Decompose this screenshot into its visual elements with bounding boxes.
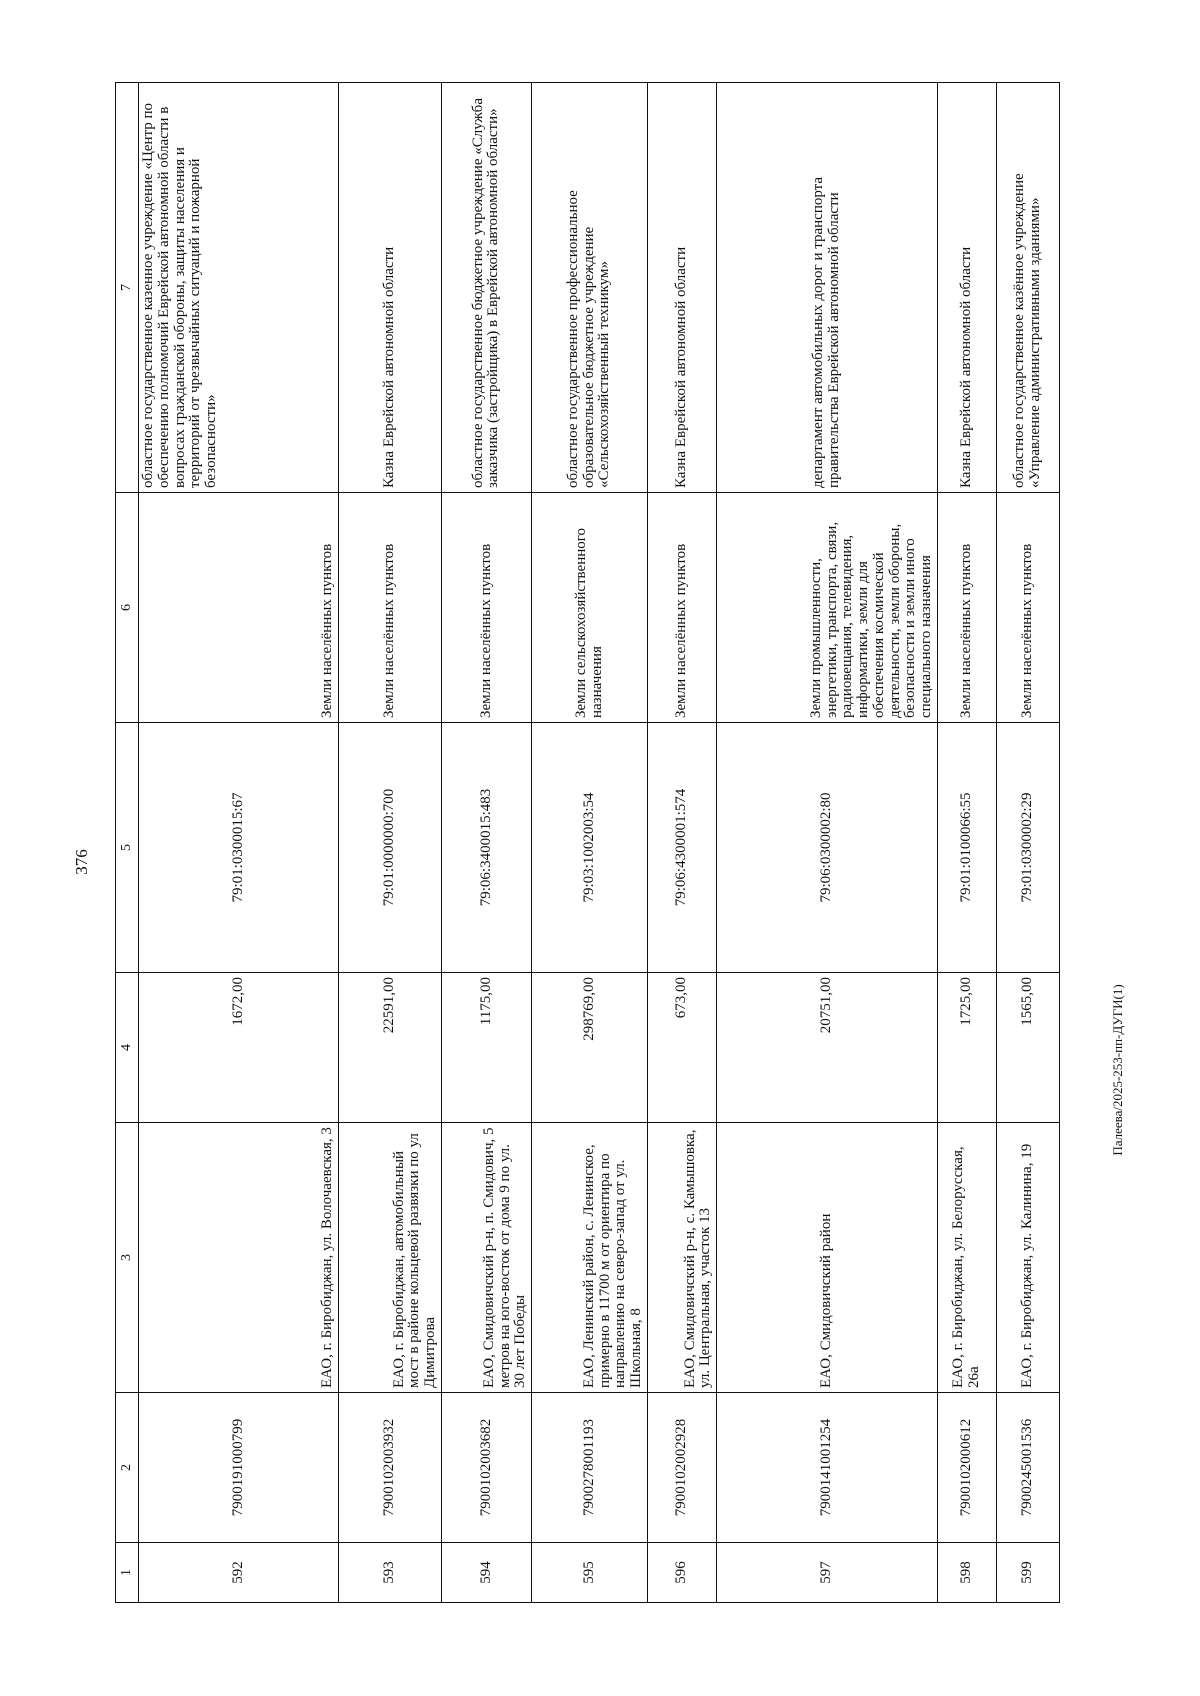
registry-code: 7900278001193: [532, 1393, 648, 1543]
registry-code: 7900102002928: [647, 1393, 716, 1543]
cadastral-number: 79:01:0000000:700: [338, 723, 441, 973]
cadastral-number: 79:06:4300001:574: [647, 723, 716, 973]
area: 20751,00: [717, 973, 938, 1123]
land-category: Земли населённых пунктов: [441, 493, 531, 723]
rights-holder: Казна Еврейской автономной области: [937, 83, 996, 493]
address: ЕАО, г. Биробиджан, ул. Калинина, 19: [996, 1123, 1059, 1393]
row-number: 596: [647, 1543, 716, 1603]
col-header-3: 3: [116, 1123, 139, 1393]
area: 298769,00: [532, 973, 648, 1123]
address: ЕАО, Смидовичский р-н, п. Смидович, 5 метров на юго-восток от дома 9 по ул. 30 лет Победы: [441, 1123, 531, 1393]
land-category: Земли сельскохозяйственного назначения: [532, 493, 648, 723]
address: ЕАО, г. Биробиджан, ул. Волочаевская, 3: [139, 1123, 339, 1393]
registry-code: 7900102000612: [937, 1393, 996, 1543]
row-number: 594: [441, 1543, 531, 1603]
address: ЕАО, Смидовичский р-н, с. Камышовка, ул. Центральная, участок 13: [647, 1123, 716, 1393]
col-header-2: 2: [116, 1393, 139, 1543]
header-row: [116, 83, 139, 1603]
area: 673,00: [647, 973, 716, 1123]
col-header-1: 1: [116, 1543, 139, 1603]
area: 1175,00: [441, 973, 531, 1123]
col-header-6: 6: [116, 493, 139, 723]
land-category: Земли населённых пунктов: [139, 493, 339, 723]
registry-code: 7900102003682: [441, 1393, 531, 1543]
table-row: [338, 83, 441, 1603]
table-row: [647, 83, 716, 1603]
col-header-4: 4: [116, 973, 139, 1123]
row-number: 597: [717, 1543, 938, 1603]
area: 1565,00: [996, 973, 1059, 1123]
page-number: 376: [72, 849, 91, 875]
cadastral-number: 79:06:0300002:80: [717, 723, 938, 973]
table-row: [717, 83, 938, 1603]
registry-table-container: [115, 83, 1060, 1603]
rights-holder: Казна Еврейской автономной области: [647, 83, 716, 493]
land-category: Земли населённых пунктов: [647, 493, 716, 723]
table-row: [996, 83, 1059, 1603]
cadastral-number: 79:03:1002003:54: [532, 723, 648, 973]
footer-reference: Палеева/2025-253-пп-ДУГИ(1): [1110, 984, 1125, 1156]
address: ЕАО, г. Биробиджан, ул. Белорусская, 26а: [937, 1123, 996, 1393]
table-row: [441, 83, 531, 1603]
area: 1672,00: [139, 973, 339, 1123]
col-header-5: 5: [116, 723, 139, 973]
registry-code: 7900102003932: [338, 1393, 441, 1543]
row-number: 599: [996, 1543, 1059, 1603]
registry-code: 7900191000799: [139, 1393, 339, 1543]
cadastral-number: 79:01:0300002:29: [996, 723, 1059, 973]
rights-holder: областное государственное казённое учреждение «Управление административными зданиями»: [996, 83, 1059, 493]
registry-code: 7900141001254: [717, 1393, 938, 1543]
table-row: [139, 83, 339, 1603]
rights-holder: Казна Еврейской автономной области: [338, 83, 441, 493]
land-category: Земли населённых пунктов: [937, 493, 996, 723]
registry-table: [115, 82, 1060, 1603]
table-row: [937, 83, 996, 1603]
land-category: Земли населённых пунктов: [338, 493, 441, 723]
cadastral-number: 79:01:0300015:67: [139, 723, 339, 973]
area: 22591,00: [338, 973, 441, 1123]
cadastral-number: 79:01:0100066:55: [937, 723, 996, 973]
rights-holder: областное государственное профессиональное образовательное бюджетное учреждение «Сельскохозяйственный техникум»: [532, 83, 648, 493]
row-number: 592: [139, 1543, 339, 1603]
rights-holder: областное государственное казенное учреждение «Центр по обеспечению полномочий Еврейской автономной области в вопросах гражданской обороны, защиты населения и территорий от чрезвычайных ситуаций и пожарной безопасности»: [139, 83, 339, 493]
col-header-7: 7: [116, 83, 139, 493]
rights-holder: департамент автомобильных дорог и транспорта правительства Еврейской автономной области: [717, 83, 938, 493]
registry-code: 7900245001536: [996, 1393, 1059, 1543]
row-number: 595: [532, 1543, 648, 1603]
row-number: 598: [937, 1543, 996, 1603]
land-category: Земли населённых пунктов: [996, 493, 1059, 723]
address: ЕАО, Смидовичский район: [717, 1123, 938, 1393]
address: ЕАО, Ленинский район, с. Ленинское, примерно в 11700 м от ориентира по направлению на северо-запад от ул. Школьная, 8: [532, 1123, 648, 1393]
area: 1725,00: [937, 973, 996, 1123]
cadastral-number: 79:06:3400015:483: [441, 723, 531, 973]
land-category: Земли промышленности, энергетики, транспорта, связи, радиовещания, телевидения, информатики, земли для обеспечения космической деятельности, земли обороны, безопасности и земли иного специального назначения: [717, 493, 938, 723]
row-number: 593: [338, 1543, 441, 1603]
table-row: [532, 83, 648, 1603]
address: ЕАО, г. Биробиджан, автомобильный мост в районе кольцевой развязки по ул Димитрова: [338, 1123, 441, 1393]
rights-holder: областное государственное бюджетное учреждение «Служба заказчика (застройщика) в Еврейской автономной области»: [441, 83, 531, 493]
